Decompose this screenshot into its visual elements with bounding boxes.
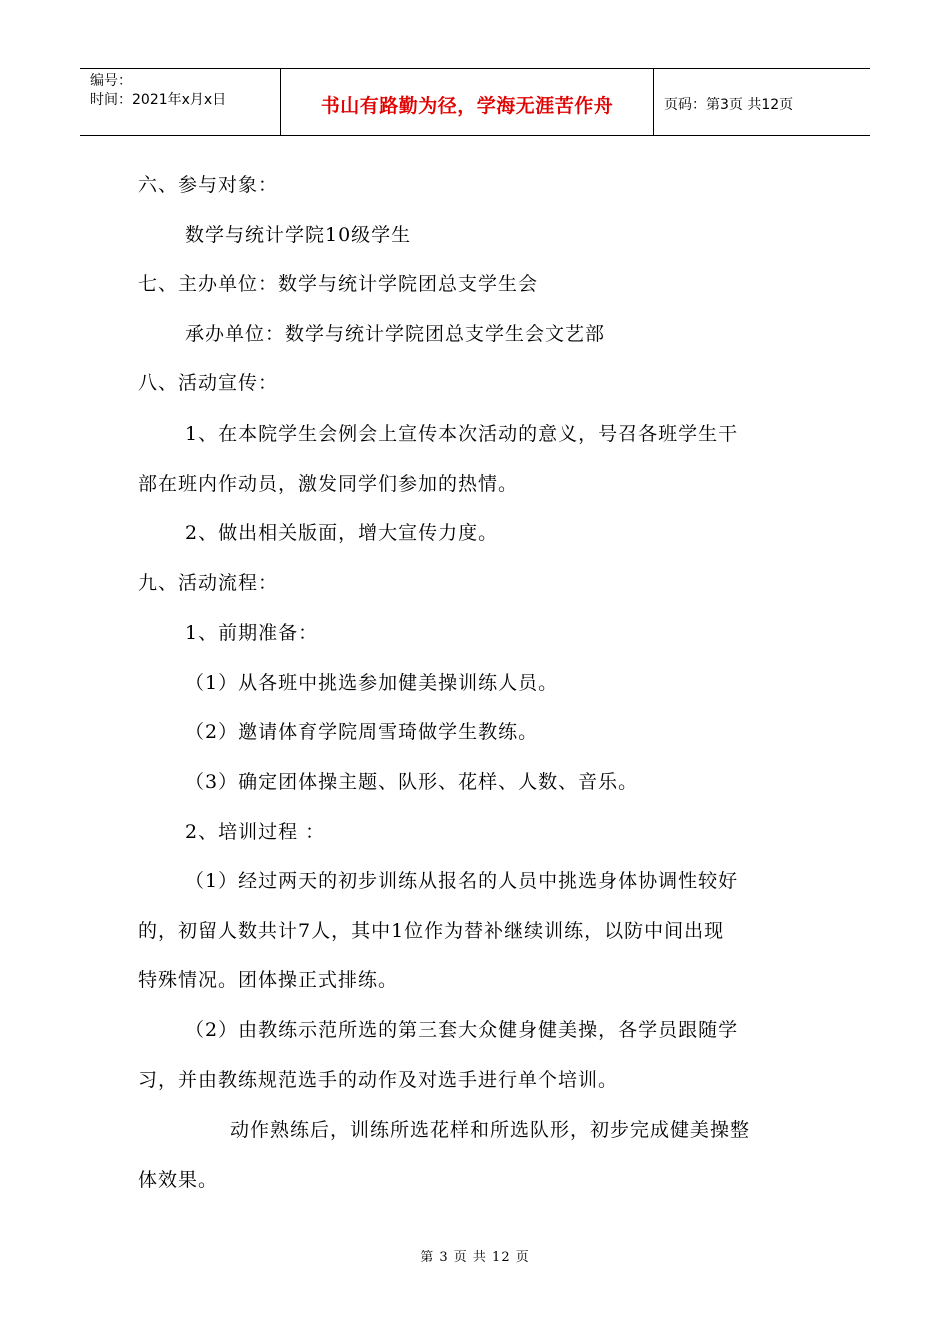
doc-number-label: 编号： xyxy=(90,73,132,89)
section-7-heading: 七、主办单位：数学与统计学院团总支学生会 xyxy=(138,273,539,295)
paragraph-line: 2、做出相关版面，增大宣传力度。 xyxy=(185,522,499,544)
organizer-text: 承办单位：数学与统计学院团总支学生会文艺部 xyxy=(185,323,606,345)
section-8-heading: 八、活动宣传： xyxy=(138,372,279,394)
subsection-heading: 2、培训过程 ： xyxy=(185,821,326,843)
header-table xyxy=(80,68,870,136)
paragraph-line: 部在班内作动员，激发同学们参加的热情。 xyxy=(138,473,519,495)
header-motto: 书山有路勤为径，学海无涯苦作舟 xyxy=(320,94,614,117)
paragraph-line: 1、在本院学生会例会上宣传本次活动的意义，号召各班学生干 xyxy=(185,423,739,445)
header-motto-cell xyxy=(281,69,654,135)
header-meta-cell xyxy=(80,69,281,135)
section-9-heading: 九、活动流程： xyxy=(138,572,279,594)
header-page-label: 页码：第3页 共12页 xyxy=(664,97,794,113)
section-6-heading: 六、参与对象： xyxy=(138,174,279,196)
header-page-cell xyxy=(654,69,870,135)
paragraph-line: （2）由教练示范所选的第三套大众健身健美操，各学员跟随学 xyxy=(185,1019,739,1041)
paragraph-line: 的，初留人数共计7人，其中1位作为替补继续训练，以防中间出现 xyxy=(138,920,725,942)
subsection-heading: 1、前期准备： xyxy=(185,622,319,644)
paragraph-line: 体效果。 xyxy=(138,1169,219,1191)
doc-time-label: 时间：2021年x月x日 xyxy=(90,92,227,108)
paragraph-line: （1）经过两天的初步训练从报名的人员中挑选身体协调性较好 xyxy=(185,870,739,892)
paragraph-line: 动作熟练后，训练所选花样和所选队形，初步完成健美操整 xyxy=(230,1119,751,1141)
paragraph-line: 特殊情况。团体操正式排练。 xyxy=(138,969,399,991)
participants-text: 数学与统计学院10级学生 xyxy=(185,224,412,246)
page-footer: 第 3 页 共 12 页 xyxy=(420,1250,530,1265)
list-item: （3）确定团体操主题、队形、花样、人数、音乐。 xyxy=(185,771,639,793)
list-item: （2）邀请体育学院周雪琦做学生教练。 xyxy=(185,721,539,743)
list-item: （1）从各班中挑选参加健美操训练人员。 xyxy=(185,672,559,694)
paragraph-line: 习，并由教练规范选手的动作及对选手进行单个培训。 xyxy=(138,1069,619,1091)
